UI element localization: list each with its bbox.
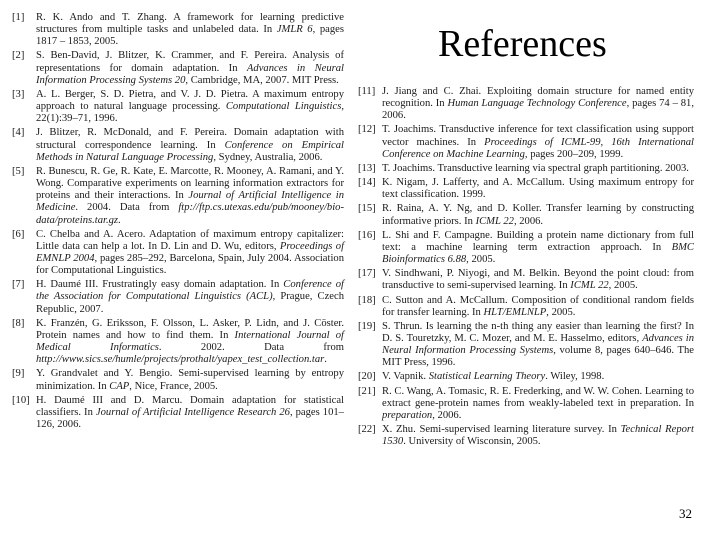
reference-number: [16] xyxy=(358,229,376,241)
reference-text-part: R. K. Ando and T. Zhang. A framework for learning predictive structures from multiple tasks and unlabeled data. In xyxy=(36,12,344,36)
reference-text-part: . 2004. Data from xyxy=(75,202,179,214)
reference-text-part: . University of Wisconsin, 2005. xyxy=(403,436,541,448)
reference-item xyxy=(12,395,344,431)
reference-text xyxy=(382,230,694,266)
reference-text-part: K. Nigam, J. Lafferty, and A. McCallum. Using maximum entropy for text classification. 1999. xyxy=(382,177,694,201)
reference-italic-part: Computational Linguistics xyxy=(225,101,342,113)
reference-number: [20] xyxy=(358,371,376,383)
reference-italic-part: Proceedings of EMNLP 2004 xyxy=(36,240,345,264)
reference-italic-part: Journal of Artificial Intelligence Research 26 xyxy=(95,406,290,418)
reference-number: [12] xyxy=(358,124,376,136)
slide-title: References xyxy=(438,23,607,65)
reference-italic-part: Human Language Technology Conference xyxy=(447,98,627,110)
reference-text xyxy=(382,321,694,370)
reference-italic-part: ftp://ftp.cs.utexas.edu/pub/mooney/bio-data/proteins.tar.gz xyxy=(36,202,344,226)
reference-text-part: T. Joachims. Transductive learning via spectral graph partitioning. 2003. xyxy=(382,162,689,174)
reference-text-part: X. Zhu. Semi-supervised learning literature survey. In xyxy=(382,424,621,436)
reference-item xyxy=(12,127,344,163)
reference-text-part: H. Daumé III. Frustratingly easy domain adaptation. In xyxy=(36,279,284,291)
reference-text-part: , pages 200–209, 1999. xyxy=(524,148,624,160)
reference-text-part: R. C. Wang, A. Tomasic, R. E. Frederking, and W. W. Cohen. Learning to extract gene-protein names from weakly-labeled text in preparation. In xyxy=(382,385,694,409)
reference-number: [15] xyxy=(358,203,376,215)
reference-number: [13] xyxy=(358,162,376,174)
reference-text xyxy=(36,279,344,315)
page-number: 32 xyxy=(679,506,692,521)
reference-italic-part: ICML 22 xyxy=(475,215,514,227)
reference-text xyxy=(382,163,694,175)
reference-text-part: V. Vapnik. xyxy=(382,371,429,383)
reference-text-part: , 2006. xyxy=(513,215,544,227)
reference-text-part: S. Ben-David, J. Blitzer, K. Crammer, and F. Pereira. Analysis of representations for domain adaptation. In xyxy=(36,50,344,74)
reference-text xyxy=(382,124,694,160)
reference-number: [11] xyxy=(358,86,376,97)
reference-text-part: , 2005. xyxy=(546,306,576,318)
reference-italic-part: Conference on Empirical Methods in Natural Language Processing xyxy=(36,139,344,163)
reference-text xyxy=(36,368,344,392)
reference-text xyxy=(36,89,344,125)
reference-item xyxy=(12,12,344,48)
reference-item xyxy=(12,368,344,392)
reference-italic-part: International Journal of Medical Informatics xyxy=(36,329,344,354)
reference-text-part: , pages 74 – 81, 2006. xyxy=(382,98,694,122)
reference-number: [14] xyxy=(358,177,376,189)
reference-item xyxy=(358,295,694,319)
reference-italic-part: CAP xyxy=(109,380,130,392)
reference-text-part: , pages 101–126, 2006. xyxy=(36,406,344,430)
reference-text-part: V. Sindhwani, P. Niyogi, and M. Belkin. Beyond the point cloud: from transductive to semi-supervised learning. In xyxy=(382,268,694,292)
reference-text xyxy=(382,203,694,227)
reference-number: [2] xyxy=(12,50,25,62)
reference-item xyxy=(358,124,694,160)
reference-italic-part: Advances in Neural Information Processing Systems xyxy=(382,332,694,357)
references-left-column xyxy=(12,12,344,433)
reference-italic-part: Statistical Learning Theory xyxy=(428,371,546,383)
reference-text xyxy=(36,12,344,48)
reference-item xyxy=(358,371,694,383)
reference-text-part: . Wiley, 1998. xyxy=(545,371,605,383)
reference-text-part: J. Jiang and C. Zhai. Exploiting domain structure for named entity recognition. In xyxy=(382,86,694,110)
reference-italic-part: HLT/EMLNLP xyxy=(483,306,547,318)
reference-text xyxy=(36,229,344,278)
reference-item xyxy=(12,89,344,125)
reference-italic-part: ICML 22 xyxy=(570,280,609,292)
reference-number: [6] xyxy=(12,228,25,240)
reference-text-part: C. Chelba and A. Acero. Adaptation of maximum entropy capitalizer: Little data can help a lot. In D. Lin and D. Wu, editors, xyxy=(36,228,344,252)
reference-text-part: , Prague, Czech Republic, 2007. xyxy=(36,291,344,315)
reference-text xyxy=(382,424,694,448)
reference-text xyxy=(36,318,344,367)
reference-text-part: S. Thrun. Is learning the n-th thing any easier than learning the first? In D. S. Touretzky, M. C. Mozer, and M. E. Hasselmo, editors, xyxy=(382,320,694,344)
reference-text-part: , 2005. xyxy=(466,254,496,266)
reference-number: [3] xyxy=(12,88,25,100)
reference-number: [5] xyxy=(12,165,25,177)
reference-item xyxy=(358,203,694,227)
reference-item xyxy=(358,86,694,122)
reference-text-part: , 22(1):39–71, 1996. xyxy=(36,101,344,125)
reference-text xyxy=(382,371,694,383)
reference-text xyxy=(382,295,694,319)
reference-text-part: , Cambridge, MA, 2007. MIT Press. xyxy=(185,74,339,86)
reference-italic-part: preparation xyxy=(382,409,433,421)
reference-text-part: R. Bunescu, R. Ge, R. Kate, E. Marcotte, R. Mooney, A. Ramani, and Y. Wong. Comparative experiments on learning information extractors for proteins and their interactions. In xyxy=(36,165,344,202)
reference-number: [22] xyxy=(358,424,376,436)
reference-item xyxy=(358,177,694,201)
references-right-column xyxy=(358,86,694,450)
reference-item xyxy=(358,230,694,266)
reference-text-part: . 2002. Data from xyxy=(158,342,344,354)
reference-item xyxy=(12,318,344,367)
reference-text xyxy=(382,177,694,201)
reference-number: [9] xyxy=(12,368,25,380)
reference-item xyxy=(358,163,694,175)
reference-item xyxy=(358,321,694,370)
reference-text-part: , 2006. xyxy=(432,409,462,421)
reference-text-part: , volume 8, pages 640–646. The MIT Press, 1996. xyxy=(382,345,694,369)
reference-text xyxy=(36,395,344,431)
reference-italic-part: Proceedings of ICML-99, 16th International Conference on Machine Learning xyxy=(382,136,694,160)
reference-number: [1] xyxy=(12,12,25,23)
reference-text xyxy=(36,127,344,163)
reference-text-part: . xyxy=(324,354,327,366)
reference-text-part: . xyxy=(118,214,121,226)
reference-number: [8] xyxy=(12,317,25,329)
reference-item xyxy=(358,386,694,422)
reference-item xyxy=(12,229,344,278)
reference-italic-part: Journal of Artificial Intelligence in Medicine xyxy=(36,190,345,214)
reference-text xyxy=(382,268,694,292)
reference-text xyxy=(382,386,694,422)
reference-italic-part: Conference of the Association for Computational Linguistics (ACL) xyxy=(36,279,344,303)
reference-text xyxy=(36,166,344,227)
reference-text-part: H. Daumé III and D. Marcu. Domain adaptation for statistical classifiers. In xyxy=(36,394,344,418)
reference-text-part: , pages 1817 – 1853, 2005. xyxy=(36,24,344,48)
reference-item xyxy=(12,279,344,315)
reference-text-part: , Nice, France, 2005. xyxy=(129,380,218,392)
reference-text-part: A. L. Berger, S. D. Pietra, and V. J. D. Pietra. A maximum entropy approach to natural language processing. xyxy=(36,88,344,113)
reference-italic-part: Advances in Neural Information Processing Systems 20 xyxy=(36,62,345,86)
reference-italic-part: JMLR 6 xyxy=(276,24,313,36)
reference-number: [18] xyxy=(358,294,376,306)
reference-text-part: J. Blitzer, R. McDonald, and F. Pereira. Domain adaptation with structural correspondence learning. In xyxy=(36,127,344,151)
reference-number: [4] xyxy=(12,127,25,139)
reference-item xyxy=(358,424,694,448)
reference-italic-part: Technical Report 1530 xyxy=(382,424,694,448)
reference-text-part: , Sydney, Australia, 2006. xyxy=(213,151,323,163)
reference-text-part: K. Franzén, G. Eriksson, F. Olsson, L. Asker, P. Lidn, and J. Cöster. Protein names and how to find them. In xyxy=(36,317,344,341)
reference-item xyxy=(358,268,694,292)
reference-text-part: L. Shi and F. Campagne. Building a protein name dictionary from full text: a machine learning term extraction approach. In xyxy=(382,229,694,253)
reference-text-part: T. Joachims. Transductive inference for text classification using support vector machines. In xyxy=(382,124,694,148)
reference-number: [19] xyxy=(358,320,376,332)
reference-text-part: , pages 285–292, Barcelona, Spain, July 2004. Association for Computational Linguistics. xyxy=(36,252,344,277)
reference-number: [10] xyxy=(12,394,30,406)
reference-text xyxy=(36,50,344,86)
reference-item xyxy=(12,50,344,86)
reference-text-part: Y. Grandvalet and Y. Bengio. Semi-supervised learning by entropy minimization. In xyxy=(36,368,344,392)
reference-italic-part: BMC Bioinformatics 6.88 xyxy=(382,241,694,266)
reference-text xyxy=(382,86,694,122)
reference-text-part: R. Raina, A. Y. Ng, and D. Koller. Transfer learning by constructing informative priors. In xyxy=(382,203,694,227)
reference-text-part: , 2005. xyxy=(608,280,638,292)
reference-item xyxy=(12,166,344,227)
reference-number: [17] xyxy=(358,268,376,280)
reference-number: [7] xyxy=(12,279,25,291)
reference-italic-part: http://www.sics.se/humle/projects/prothalt/yapex_test_collection.tar xyxy=(36,354,325,366)
reference-text-part: C. Sutton and A. McCallum. Composition of conditional random fields for transfer learning. In xyxy=(382,294,694,318)
reference-number: [21] xyxy=(358,385,376,397)
